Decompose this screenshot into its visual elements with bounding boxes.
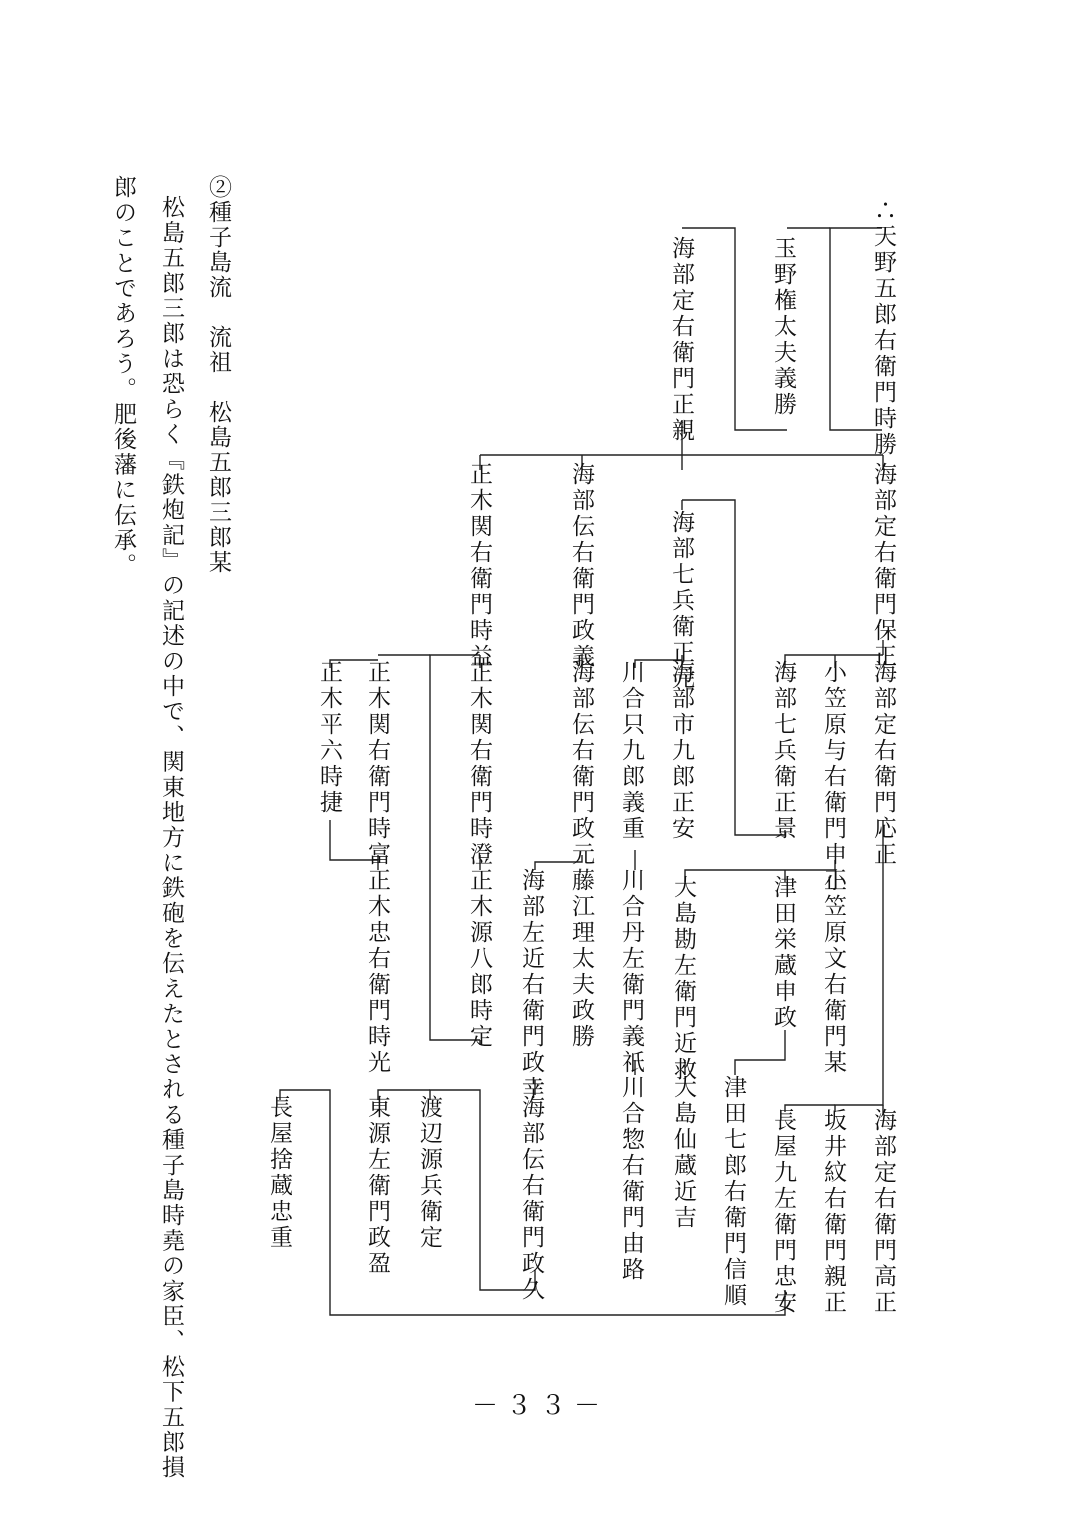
tree-gen1-item: 海部定右衛門正親	[668, 236, 694, 444]
tree-gen1-item: 玉野権太夫義勝	[770, 236, 796, 418]
page-number: －３３－	[471, 1391, 608, 1421]
tree-gen5-item: 渡辺源兵衛定	[416, 1095, 442, 1251]
tree-gen4-item: 藤江理太夫政勝	[568, 868, 594, 1050]
tree-gen4-item: 津田栄蔵申政	[770, 875, 796, 1031]
tree-gen5-item: 長屋九左衛門忠安	[770, 1108, 796, 1316]
tree-gen5-item: 長屋捨蔵忠重	[266, 1095, 292, 1251]
connector	[735, 1030, 785, 1075]
tree-gen2-item: 海部定右衛門保正	[870, 462, 896, 670]
tree-gen3-item: 正木平六時捷	[316, 660, 342, 816]
tree-gen5-item: 津田七郎右衛門信順	[720, 1075, 746, 1309]
tree-gen3-item: 海部定右衛門応正	[870, 660, 896, 868]
tree-gen3-item: 海部伝右衛門政元	[568, 660, 594, 868]
tree-gen3-item: 正木関右衛門時澄	[466, 660, 492, 868]
section-heading: ②種子島流 流祖 松島五郎三郎某	[205, 175, 231, 575]
tree-gen2-item: 海部伝右衛門政義	[568, 462, 594, 670]
tree-gen3-item: 正木関右衛門時富	[364, 660, 390, 868]
tree-gen2-item: 正木関右衛門時益	[466, 462, 492, 670]
tree-gen5-item: 東源左衛門政盈	[364, 1095, 390, 1277]
tree-gen2-item: 海部七兵衛正元	[668, 510, 694, 692]
tree-gen3-item: 海部七兵衛正景	[770, 660, 796, 842]
tree-gen5-item: 坂井紋右衛門親正	[820, 1108, 846, 1316]
tree-root: ∴天野五郎右衛門時勝	[870, 198, 896, 458]
tree-gen4-item: 小笠原文右衛門某	[820, 868, 846, 1076]
tree-gen5-item: 大島仙蔵近吉	[670, 1075, 696, 1231]
tree-gen3-item: 川合只九郎義重	[618, 660, 644, 842]
tree-gen3-item: 海部市九郎正安	[668, 660, 694, 842]
tree-gen5-item: 海部伝右衛門政久	[518, 1095, 544, 1303]
tree-gen4-item: 正木源八郎時定	[466, 868, 492, 1050]
tree-gen4-item: 川合丹左衛門義祇	[618, 868, 644, 1076]
tree-gen4-item: 海部左近右衛門政幸	[518, 868, 544, 1102]
tree-gen5-item: 川合惣右衛門由路	[618, 1075, 644, 1283]
tree-gen4-item: 大島勘左衛門近救	[670, 875, 696, 1083]
tree-gen4-item: 正木忠右衛門時光	[364, 868, 390, 1076]
tree-gen5-item: 海部定右衛門高正	[870, 1108, 896, 1316]
tree-gen3-item: 小笠原与右衛門申正	[820, 660, 846, 894]
section-body-line: 郎のことであろう。肥後藩に伝承。	[110, 175, 136, 579]
section-body-line: 松島五郎三郎は恐らく『鉄炮記』の記述の中で、関東地方に鉄砲を伝えたとされる種子島時堯の家臣、松下五郎損	[158, 195, 184, 1481]
connector	[685, 870, 835, 882]
